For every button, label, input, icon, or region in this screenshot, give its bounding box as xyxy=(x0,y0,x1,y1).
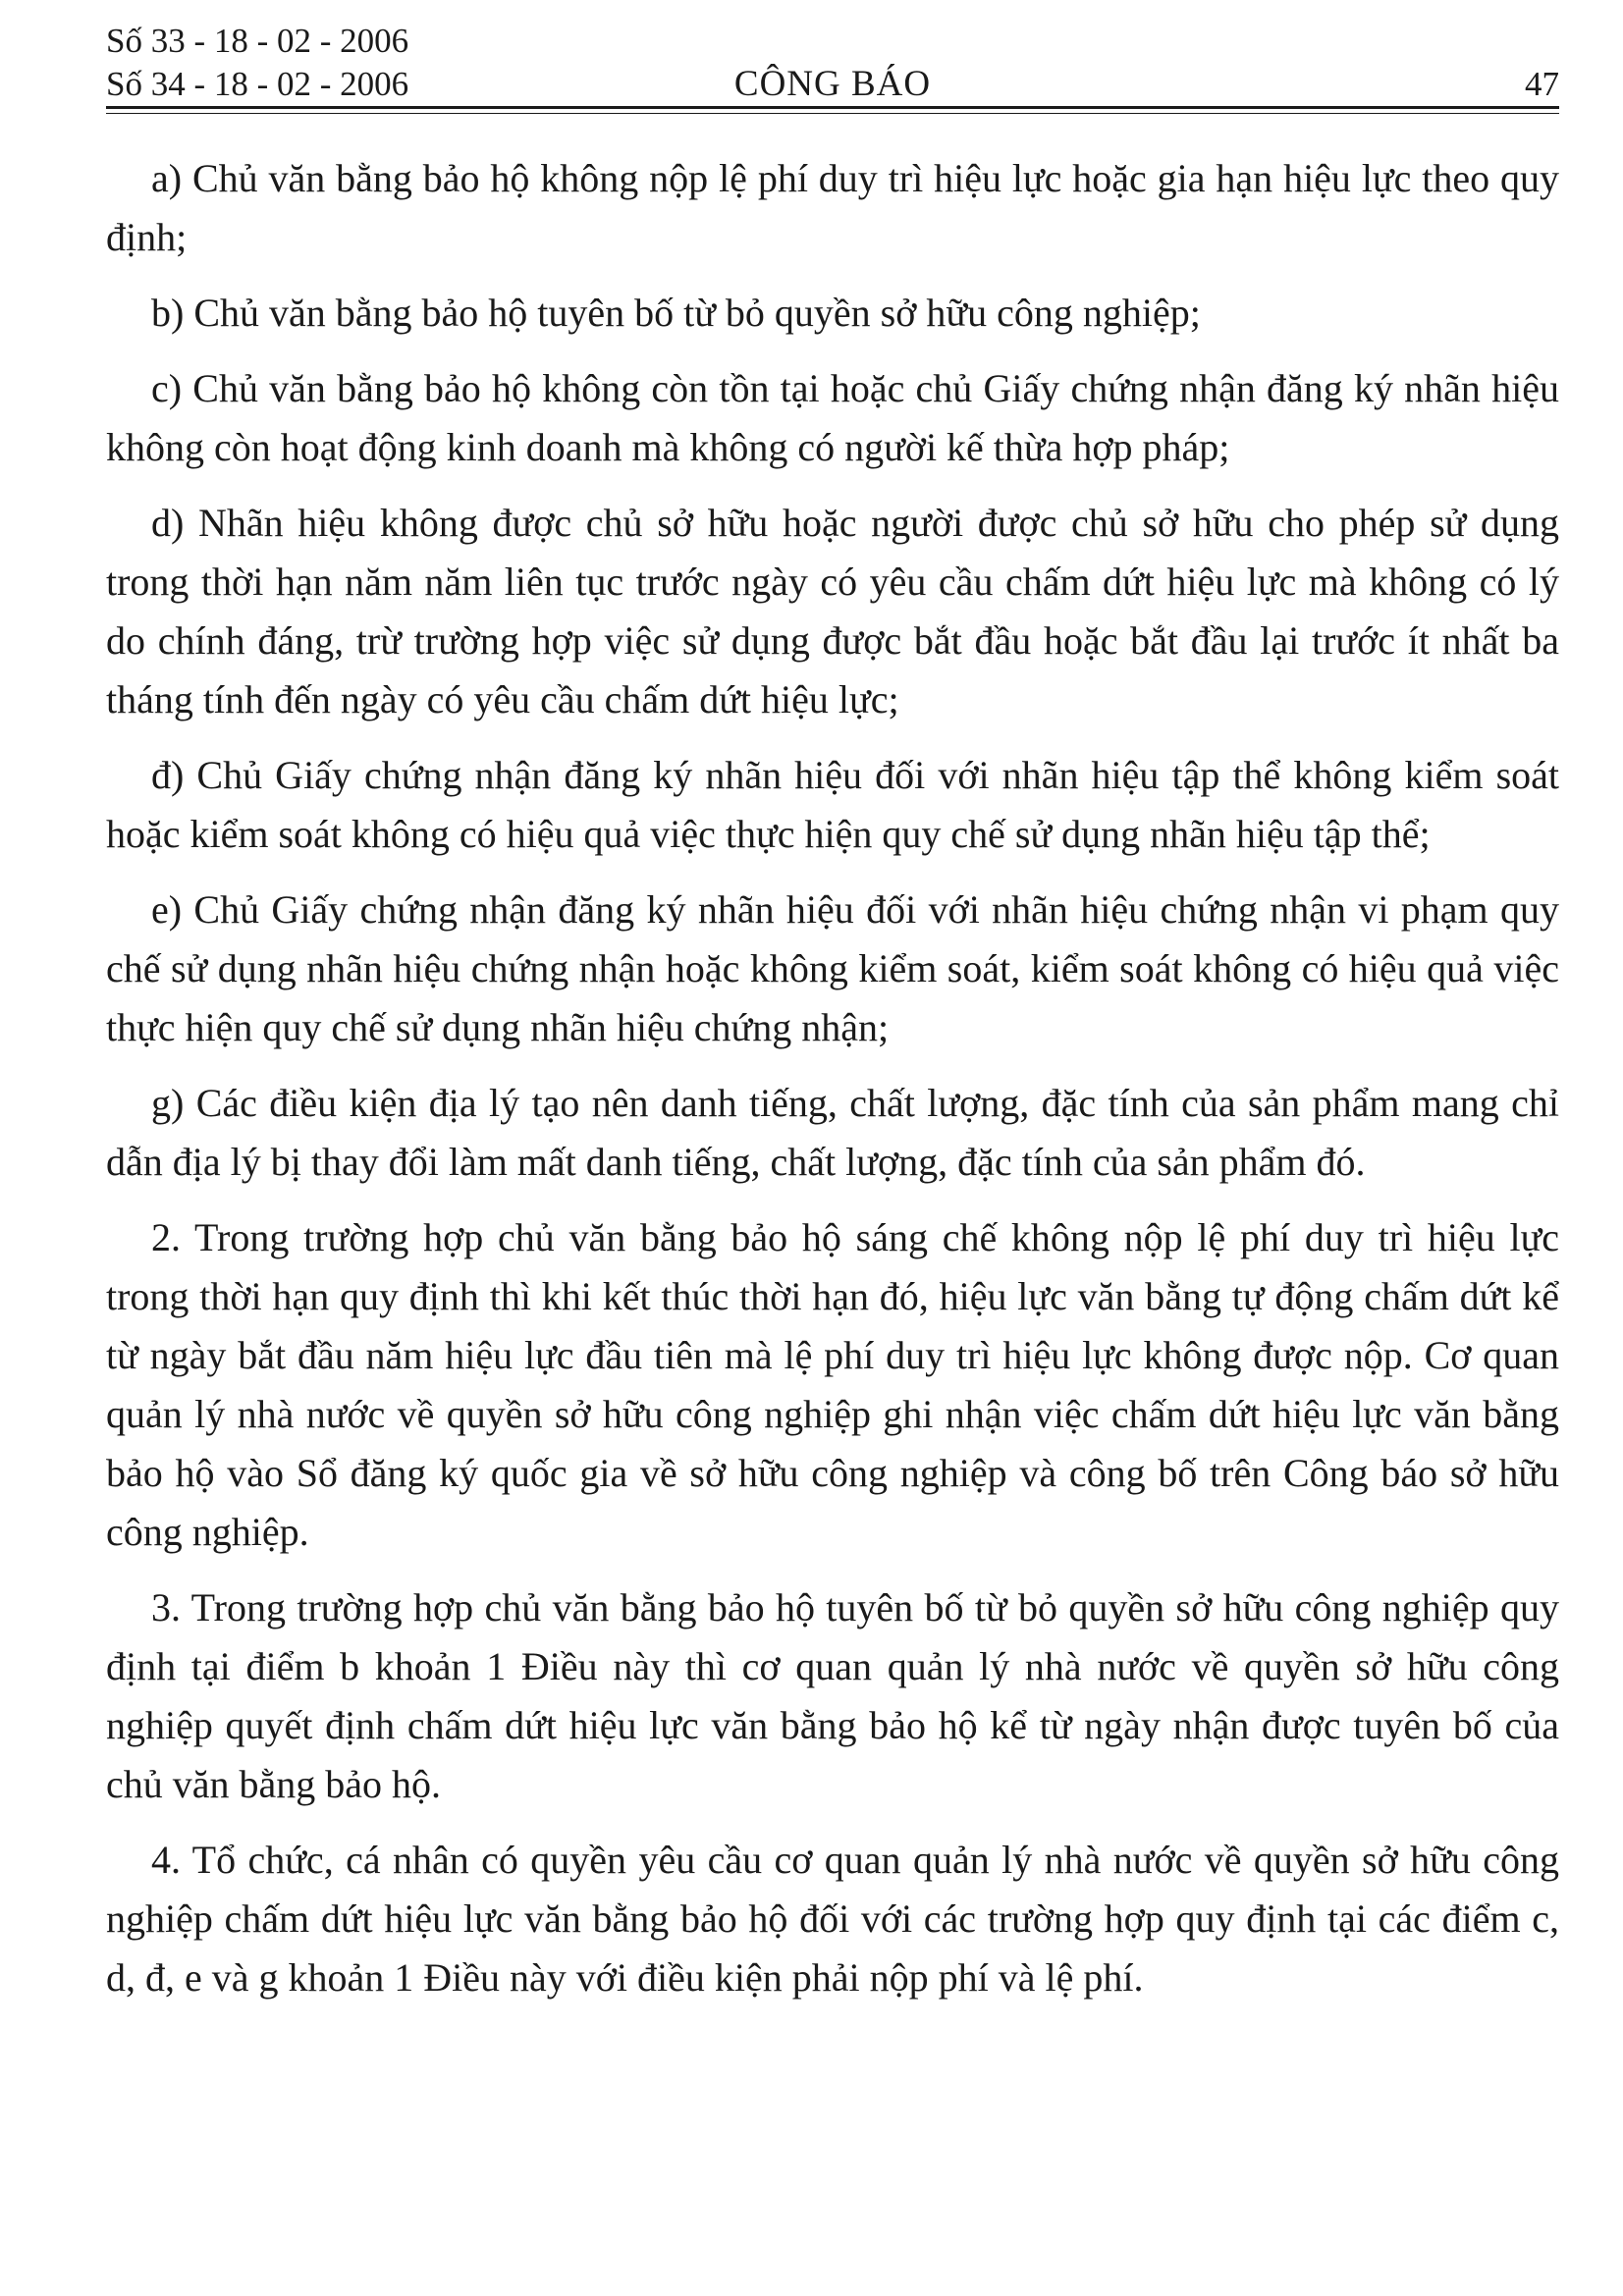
clause-b: b) Chủ văn bằng bảo hộ tuyên bố từ bỏ quyền sở hữu công nghiệp; xyxy=(151,291,1201,335)
clause-d: d) Nhãn hiệu không được chủ sở hữu hoặc người được chủ sở hữu cho phép sử dụng trong thời hạn năm năm liên tục trước ngày có yêu cầu chấm dứt hiệu lực mà không có lý do chính đáng, trừ trường hợp việc sử dụng được bắt đầu hoặc bắt đầu lại trước ít nhất ba tháng tính đến ngày có yêu cầu chấm dứt hiệu lực; xyxy=(106,501,1559,721)
header-rule-thick xyxy=(106,106,1559,109)
section-2: 2. Trong trường hợp chủ văn bằng bảo hộ sáng chế không nộp lệ phí duy trì hiệu lực trong thời hạn quy định thì khi kết thúc thời hạn đó, hiệu lực văn bằng tự động chấm dứt kể từ ngày bắt đầu năm hiệu lực đầu tiên mà lệ phí duy trì hiệu lực không được nộp. Cơ quan quản lý nhà nước về quyền sở hữu công nghiệp ghi nhận việc chấm dứt hiệu lực văn bằng bảo hộ vào Sổ đăng ký quốc gia về sở hữu công nghiệp và công bố trên Công báo sở hữu công nghiệp. xyxy=(106,1215,1559,1554)
clause-a: a) Chủ văn bằng bảo hộ không nộp lệ phí duy trì hiệu lực hoặc gia hạn hiệu lực theo quy định; xyxy=(106,156,1559,259)
section-3: 3. Trong trường hợp chủ văn bằng bảo hộ tuyên bố từ bỏ quyền sở hữu công nghiệp quy định tại điểm b khoản 1 Điều này thì cơ quan quản lý nhà nước về quyền sở hữu công nghiệp quyết định chấm dứt hiệu lực văn bằng bảo hộ kể từ ngày nhận được tuyên bố của chủ văn bằng bảo hộ. xyxy=(106,1585,1559,1806)
section-4: 4. Tổ chức, cá nhân có quyền yêu cầu cơ quan quản lý nhà nước về quyền sở hữu công nghiệp chấm dứt hiệu lực văn bằng bảo hộ đối với các trường hợp quy định tại các điểm c, d, đ, e và g khoản 1 Điều này với điều kiện phải nộp phí và lệ phí. xyxy=(106,1838,1559,2000)
header-rule-thin xyxy=(106,113,1559,114)
clause-g: g) Các điều kiện địa lý tạo nên danh tiếng, chất lượng, đặc tính của sản phẩm mang chỉ dẫn địa lý bị thay đổi làm mất danh tiếng, chất lượng, đặc tính của sản phẩm đó. xyxy=(106,1081,1559,1184)
clause-c: c) Chủ văn bằng bảo hộ không còn tồn tại hoặc chủ Giấy chứng nhận đăng ký nhãn hiệu không còn hoạt động kinh doanh mà không có người kế thừa hợp pháp; xyxy=(106,366,1559,469)
issue-number-1: Số 33 - 18 - 02 - 2006 xyxy=(106,22,409,60)
issue-number-2: Số 34 - 18 - 02 - 2006 xyxy=(106,65,409,103)
publication-title: CÔNG BÁO xyxy=(733,64,932,104)
clause-dd: đ) Chủ Giấy chứng nhận đăng ký nhãn hiệu đối với nhãn hiệu tập thể không kiểm soát hoặc kiểm soát không có hiệu quả việc thực hiện quy chế sử dụng nhãn hiệu tập thể; xyxy=(106,753,1559,856)
clause-e: e) Chủ Giấy chứng nhận đăng ký nhãn hiệu đối với nhãn hiệu chứng nhận vi phạm quy chế sử dụng nhãn hiệu chứng nhận hoặc không kiểm soát, kiểm soát không có hiệu quả việc thực hiện quy chế sử dụng nhãn hiệu chứng nhận; xyxy=(106,887,1559,1049)
document-body xyxy=(106,149,1559,2024)
page-number: 47 xyxy=(1525,65,1559,103)
page-header xyxy=(106,22,1559,120)
